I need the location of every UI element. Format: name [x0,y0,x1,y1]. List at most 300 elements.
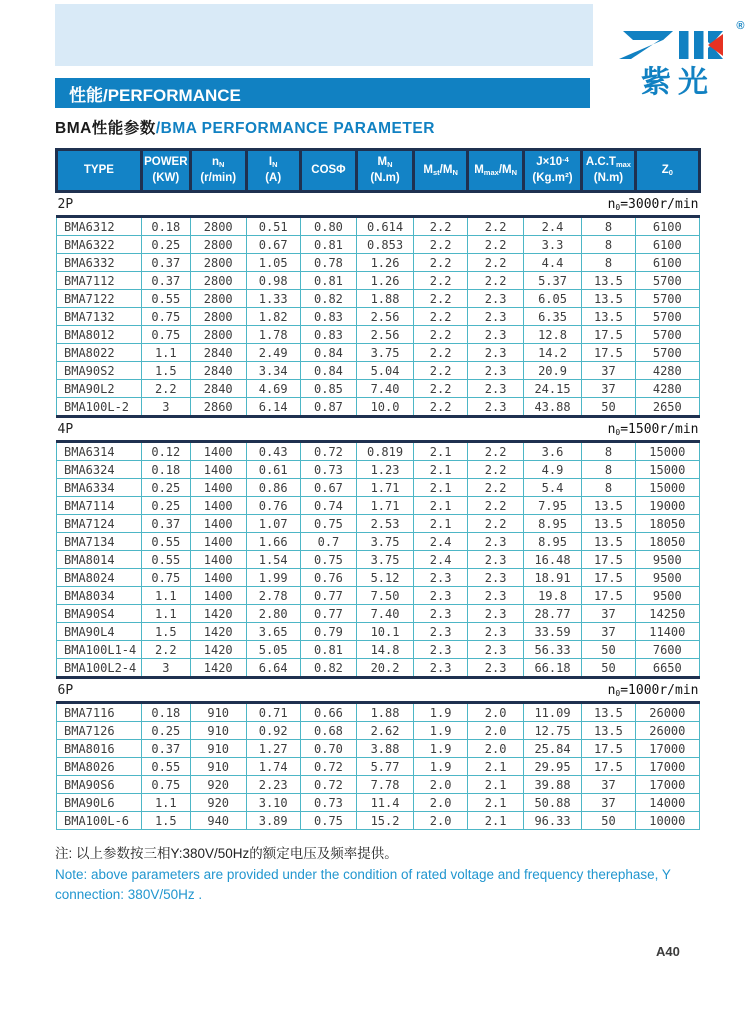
value-cell: 1.88 [357,703,414,722]
section-divider [57,417,700,442]
value-cell: 2.2 [141,380,190,398]
value-cell: 2.2 [413,344,468,362]
value-cell: 17000 [635,776,699,794]
value-cell: 0.72 [300,442,357,461]
type-cell: BMA90S2 [57,362,142,380]
type-cell: BMA6312 [57,217,142,236]
value-cell: 2650 [635,398,699,417]
value-cell: 0.84 [300,344,357,362]
type-cell: BMA90L6 [57,794,142,812]
value-cell: 0.98 [246,272,300,290]
value-cell: 0.68 [300,722,357,740]
value-cell: 1.26 [357,254,414,272]
value-cell: 1.05 [246,254,300,272]
value-cell: 2.3 [413,641,468,659]
value-cell: 1.88 [357,290,414,308]
value-cell: 0.72 [300,758,357,776]
value-cell: 2.3 [468,308,523,326]
value-cell: 56.33 [523,641,582,659]
value-cell: 17.5 [582,587,635,605]
value-cell: 0.86 [246,479,300,497]
value-cell: 13.5 [582,308,635,326]
value-cell: 4280 [635,362,699,380]
value-cell: 2.1 [413,515,468,533]
value-cell: 24.15 [523,380,582,398]
value-cell: 2.3 [468,569,523,587]
value-cell: 0.18 [141,461,190,479]
value-cell: 2.2 [413,290,468,308]
type-cell: BMA8024 [57,569,142,587]
value-cell: 8 [582,442,635,461]
value-cell: 1.9 [413,722,468,740]
value-cell: 1.9 [413,758,468,776]
value-cell: 2.0 [468,722,523,740]
value-cell: 6100 [635,236,699,254]
value-cell: 6650 [635,659,699,678]
type-cell: BMA100L1-4 [57,641,142,659]
table-row [57,398,700,417]
value-cell: 5.77 [357,758,414,776]
value-cell: 6.64 [246,659,300,678]
value-cell: 920 [190,776,246,794]
value-cell: 9500 [635,551,699,569]
value-cell: 1.33 [246,290,300,308]
value-cell: 14250 [635,605,699,623]
value-cell: 1.66 [246,533,300,551]
value-cell: 5700 [635,308,699,326]
column-header: $J\times 10^{-4}$ (Kg.m²) [523,150,582,192]
section-speed: $n_0=1000r/\min$ [607,683,699,699]
value-cell: 2.1 [468,758,523,776]
value-cell: 5.12 [357,569,414,587]
type-cell: BMA6332 [57,254,142,272]
value-cell: 2.3 [468,533,523,551]
value-cell: 8 [582,461,635,479]
value-cell: 17.5 [582,758,635,776]
value-cell: 2.2 [468,272,523,290]
value-cell: 18050 [635,533,699,551]
value-cell: 0.84 [300,362,357,380]
value-cell: 13.5 [582,515,635,533]
type-cell: BMA100L2-4 [57,659,142,678]
section-divider [57,678,700,703]
type-cell: BMA7122 [57,290,142,308]
value-cell: 0.18 [141,703,190,722]
parameter-table-area [55,148,701,906]
type-cell: BMA6314 [57,442,142,461]
value-cell: 2.3 [468,290,523,308]
value-cell: 2.2 [468,217,523,236]
performance-section-title: 性能/PERFORMANCE [69,85,241,105]
value-cell: 3.6 [523,442,582,461]
value-cell: 2.2 [141,641,190,659]
value-cell: 1400 [190,551,246,569]
value-cell: 0.61 [246,461,300,479]
value-cell: 19000 [635,497,699,515]
value-cell: 1.5 [141,623,190,641]
value-cell: 1.9 [413,703,468,722]
value-cell: 8.95 [523,515,582,533]
value-cell: 13.5 [582,272,635,290]
value-cell: 1.9 [413,740,468,758]
value-cell: 0.76 [246,497,300,515]
table-row [57,703,700,722]
value-cell: 9500 [635,569,699,587]
value-cell: 11.09 [523,703,582,722]
value-cell: 2.2 [413,380,468,398]
value-cell: 3.34 [246,362,300,380]
section-label: 6P [57,683,74,699]
type-cell: BMA7132 [57,308,142,326]
value-cell: 1400 [190,587,246,605]
value-cell: 17000 [635,740,699,758]
table-row [57,551,700,569]
value-cell: 17.5 [582,569,635,587]
value-cell: 2.0 [468,740,523,758]
value-cell: 1420 [190,659,246,678]
value-cell: 7600 [635,641,699,659]
table-row [57,758,700,776]
value-cell: 3.89 [246,812,300,830]
value-cell: 0.85 [300,380,357,398]
value-cell: 15000 [635,461,699,479]
value-cell: 2.2 [413,236,468,254]
value-cell: 4280 [635,380,699,398]
value-cell: 50 [582,659,635,678]
value-cell: 0.853 [357,236,414,254]
value-cell: 25.84 [523,740,582,758]
value-cell: 3.65 [246,623,300,641]
value-cell: 2.1 [468,776,523,794]
value-cell: 0.55 [141,533,190,551]
table-row [57,254,700,272]
value-cell: 2.2 [413,272,468,290]
value-cell: 17.5 [582,551,635,569]
table-row [57,217,700,236]
value-cell: 1420 [190,623,246,641]
value-cell: 1.71 [357,479,414,497]
value-cell: 17.5 [582,740,635,758]
value-cell: 2860 [190,398,246,417]
type-cell: BMA6334 [57,479,142,497]
value-cell: 2.3 [468,605,523,623]
value-cell: 2840 [190,344,246,362]
value-cell: 2.3 [468,641,523,659]
column-header: TYPE [57,150,142,192]
value-cell: 7.40 [357,380,414,398]
value-cell: 2.49 [246,344,300,362]
value-cell: 14.8 [357,641,414,659]
table-row [57,515,700,533]
section-speed: $n_0=3000r/\min$ [607,197,699,213]
table-row [57,569,700,587]
value-cell: 2.53 [357,515,414,533]
value-cell: 2.3 [468,398,523,417]
value-cell: 2.1 [468,794,523,812]
value-cell: 2.78 [246,587,300,605]
column-header: $M_{st}/M_N$ [413,150,468,192]
value-cell: 0.83 [300,308,357,326]
table-row [57,272,700,290]
value-cell: 50.88 [523,794,582,812]
value-cell: 37 [582,380,635,398]
value-cell: 4.69 [246,380,300,398]
value-cell: 0.81 [300,236,357,254]
value-cell: 2.2 [468,254,523,272]
value-cell: 17000 [635,758,699,776]
value-cell: 18.91 [523,569,582,587]
value-cell: 16.48 [523,551,582,569]
value-cell: 0.18 [141,217,190,236]
value-cell: 37 [582,794,635,812]
value-cell: 0.87 [300,398,357,417]
value-cell: 1.26 [357,272,414,290]
type-cell: BMA6324 [57,461,142,479]
type-cell: BMA8014 [57,551,142,569]
table-row [57,623,700,641]
value-cell: 0.55 [141,758,190,776]
type-cell: BMA6322 [57,236,142,254]
value-cell: 8 [582,236,635,254]
value-cell: 13.5 [582,497,635,515]
value-cell: 2.2 [468,442,523,461]
value-cell: 8 [582,479,635,497]
value-cell: 2.2 [413,308,468,326]
value-cell: 2800 [190,254,246,272]
value-cell: 2.3 [413,659,468,678]
value-cell: 26000 [635,722,699,740]
value-cell: 2800 [190,326,246,344]
value-cell: 1.5 [141,362,190,380]
column-header: COSΦ [300,150,357,192]
value-cell: 14.2 [523,344,582,362]
value-cell: 0.25 [141,497,190,515]
value-cell: 4.4 [523,254,582,272]
value-cell: 2.3 [468,659,523,678]
value-cell: 2.3 [413,587,468,605]
table-row [57,479,700,497]
value-cell: 1420 [190,641,246,659]
value-cell: 0.37 [141,254,190,272]
table-row [57,344,700,362]
value-cell: 1.54 [246,551,300,569]
value-cell: 96.33 [523,812,582,830]
value-cell: 0.72 [300,776,357,794]
value-cell: 2.80 [246,605,300,623]
value-cell: 0.83 [300,326,357,344]
value-cell: 2.3 [468,326,523,344]
value-cell: 0.819 [357,442,414,461]
top-banner [55,4,593,66]
value-cell: 0.82 [300,659,357,678]
value-cell: 0.67 [246,236,300,254]
value-cell: 66.18 [523,659,582,678]
value-cell: 2.3 [413,569,468,587]
value-cell: 2.1 [413,461,468,479]
value-cell: 0.81 [300,641,357,659]
value-cell: 1.99 [246,569,300,587]
note-chinese: 注: 以上参数按三相Y:380V/50Hz的额定电压及频率提供。 [55,846,398,862]
value-cell: 11400 [635,623,699,641]
value-cell: 2.2 [468,236,523,254]
type-cell: BMA8026 [57,758,142,776]
value-cell: 14000 [635,794,699,812]
value-cell: 1.71 [357,497,414,515]
column-header: $M_{max}/M_N$ [468,150,523,192]
value-cell: 5.04 [357,362,414,380]
table-row [57,380,700,398]
value-cell: 2.2 [413,217,468,236]
value-cell: 0.7 [300,533,357,551]
type-cell: BMA7126 [57,722,142,740]
value-cell: 0.80 [300,217,357,236]
value-cell: 2.3 [468,344,523,362]
value-cell: 37 [582,362,635,380]
table-row [57,442,700,461]
table-row [57,587,700,605]
value-cell: 0.82 [300,290,357,308]
page-number: A40 [656,944,680,959]
value-cell: 0.75 [141,776,190,794]
value-cell: 33.59 [523,623,582,641]
value-cell: 1.1 [141,794,190,812]
table-row [57,659,700,678]
value-cell: 3.3 [523,236,582,254]
value-cell: 2.56 [357,308,414,326]
table-row [57,812,700,830]
value-cell: 0.75 [300,812,357,830]
type-cell: BMA100L-6 [57,812,142,830]
value-cell: 2.0 [413,776,468,794]
value-cell: 10000 [635,812,699,830]
value-cell: 2800 [190,272,246,290]
table-row [57,533,700,551]
column-header: $n_N$ (r/min) [190,150,246,192]
value-cell: 17.5 [582,344,635,362]
table-row [57,740,700,758]
value-cell: 50 [582,641,635,659]
type-cell: BMA7134 [57,533,142,551]
value-cell: 2.0 [413,812,468,830]
registered-mark: ® [736,20,745,32]
value-cell: 6100 [635,217,699,236]
value-cell: 910 [190,758,246,776]
value-cell: 6.05 [523,290,582,308]
value-cell: 2.1 [413,497,468,515]
page-title-en: /BMA PERFORMANCE PARAMETER [155,120,435,137]
type-cell: BMA8016 [57,740,142,758]
value-cell: 0.55 [141,551,190,569]
value-cell: 6.35 [523,308,582,326]
value-cell: 3.75 [357,533,414,551]
value-cell: 0.75 [141,569,190,587]
value-cell: 37 [582,623,635,641]
section-label: 2P [57,197,74,213]
value-cell: 0.55 [141,290,190,308]
section-divider [57,192,700,217]
value-cell: 7.40 [357,605,414,623]
value-cell: 1.74 [246,758,300,776]
value-cell: 0.25 [141,479,190,497]
value-cell: 29.95 [523,758,582,776]
column-header: $M_N$ (N.m) [357,150,414,192]
table-row [57,308,700,326]
value-cell: 2.23 [246,776,300,794]
column-header: $I_N$ (A) [246,150,300,192]
value-cell: 5700 [635,272,699,290]
value-cell: 1.27 [246,740,300,758]
value-cell: 0.76 [300,569,357,587]
zik-logo-icon [613,20,745,64]
value-cell: 5700 [635,290,699,308]
type-cell: BMA7114 [57,497,142,515]
value-cell: 0.79 [300,623,357,641]
value-cell: 2.4 [523,217,582,236]
brand-chinese-name: 紫光 [641,66,715,99]
value-cell: 2.1 [468,812,523,830]
value-cell: 19.8 [523,587,582,605]
value-cell: 37 [582,605,635,623]
type-cell: BMA8022 [57,344,142,362]
value-cell: 26000 [635,703,699,722]
value-cell: 13.5 [582,533,635,551]
type-cell: BMA7116 [57,703,142,722]
value-cell: 1.1 [141,344,190,362]
value-cell: 2.3 [413,605,468,623]
value-cell: 2840 [190,380,246,398]
value-cell: 5700 [635,344,699,362]
value-cell: 2.0 [468,703,523,722]
value-cell: 18050 [635,515,699,533]
value-cell: 2.62 [357,722,414,740]
value-cell: 5.37 [523,272,582,290]
value-cell: 3.10 [246,794,300,812]
page-title [55,116,435,138]
value-cell: 1400 [190,442,246,461]
table-row [57,236,700,254]
section-speed: $n_0=1500r/\min$ [607,422,699,438]
performance-parameter-table [55,148,701,830]
value-cell: 1400 [190,569,246,587]
value-cell: 0.81 [300,272,357,290]
value-cell: 10.0 [357,398,414,417]
value-cell: 50 [582,398,635,417]
value-cell: 0.77 [300,587,357,605]
value-cell: 6.14 [246,398,300,417]
value-cell: 0.70 [300,740,357,758]
value-cell: 3 [141,659,190,678]
value-cell: 50 [582,812,635,830]
value-cell: 39.88 [523,776,582,794]
table-row [57,497,700,515]
value-cell: 2.2 [413,326,468,344]
type-cell: BMA8012 [57,326,142,344]
value-cell: 1400 [190,515,246,533]
value-cell: 1400 [190,461,246,479]
value-cell: 0.92 [246,722,300,740]
value-cell: 2.2 [468,515,523,533]
value-cell: 7.95 [523,497,582,515]
value-cell: 12.75 [523,722,582,740]
value-cell: 3 [141,398,190,417]
value-cell: 1400 [190,533,246,551]
value-cell: 28.77 [523,605,582,623]
brand-logo [602,20,747,99]
value-cell: 2800 [190,290,246,308]
table-row [57,722,700,740]
value-cell: 3.88 [357,740,414,758]
value-cell: 910 [190,703,246,722]
